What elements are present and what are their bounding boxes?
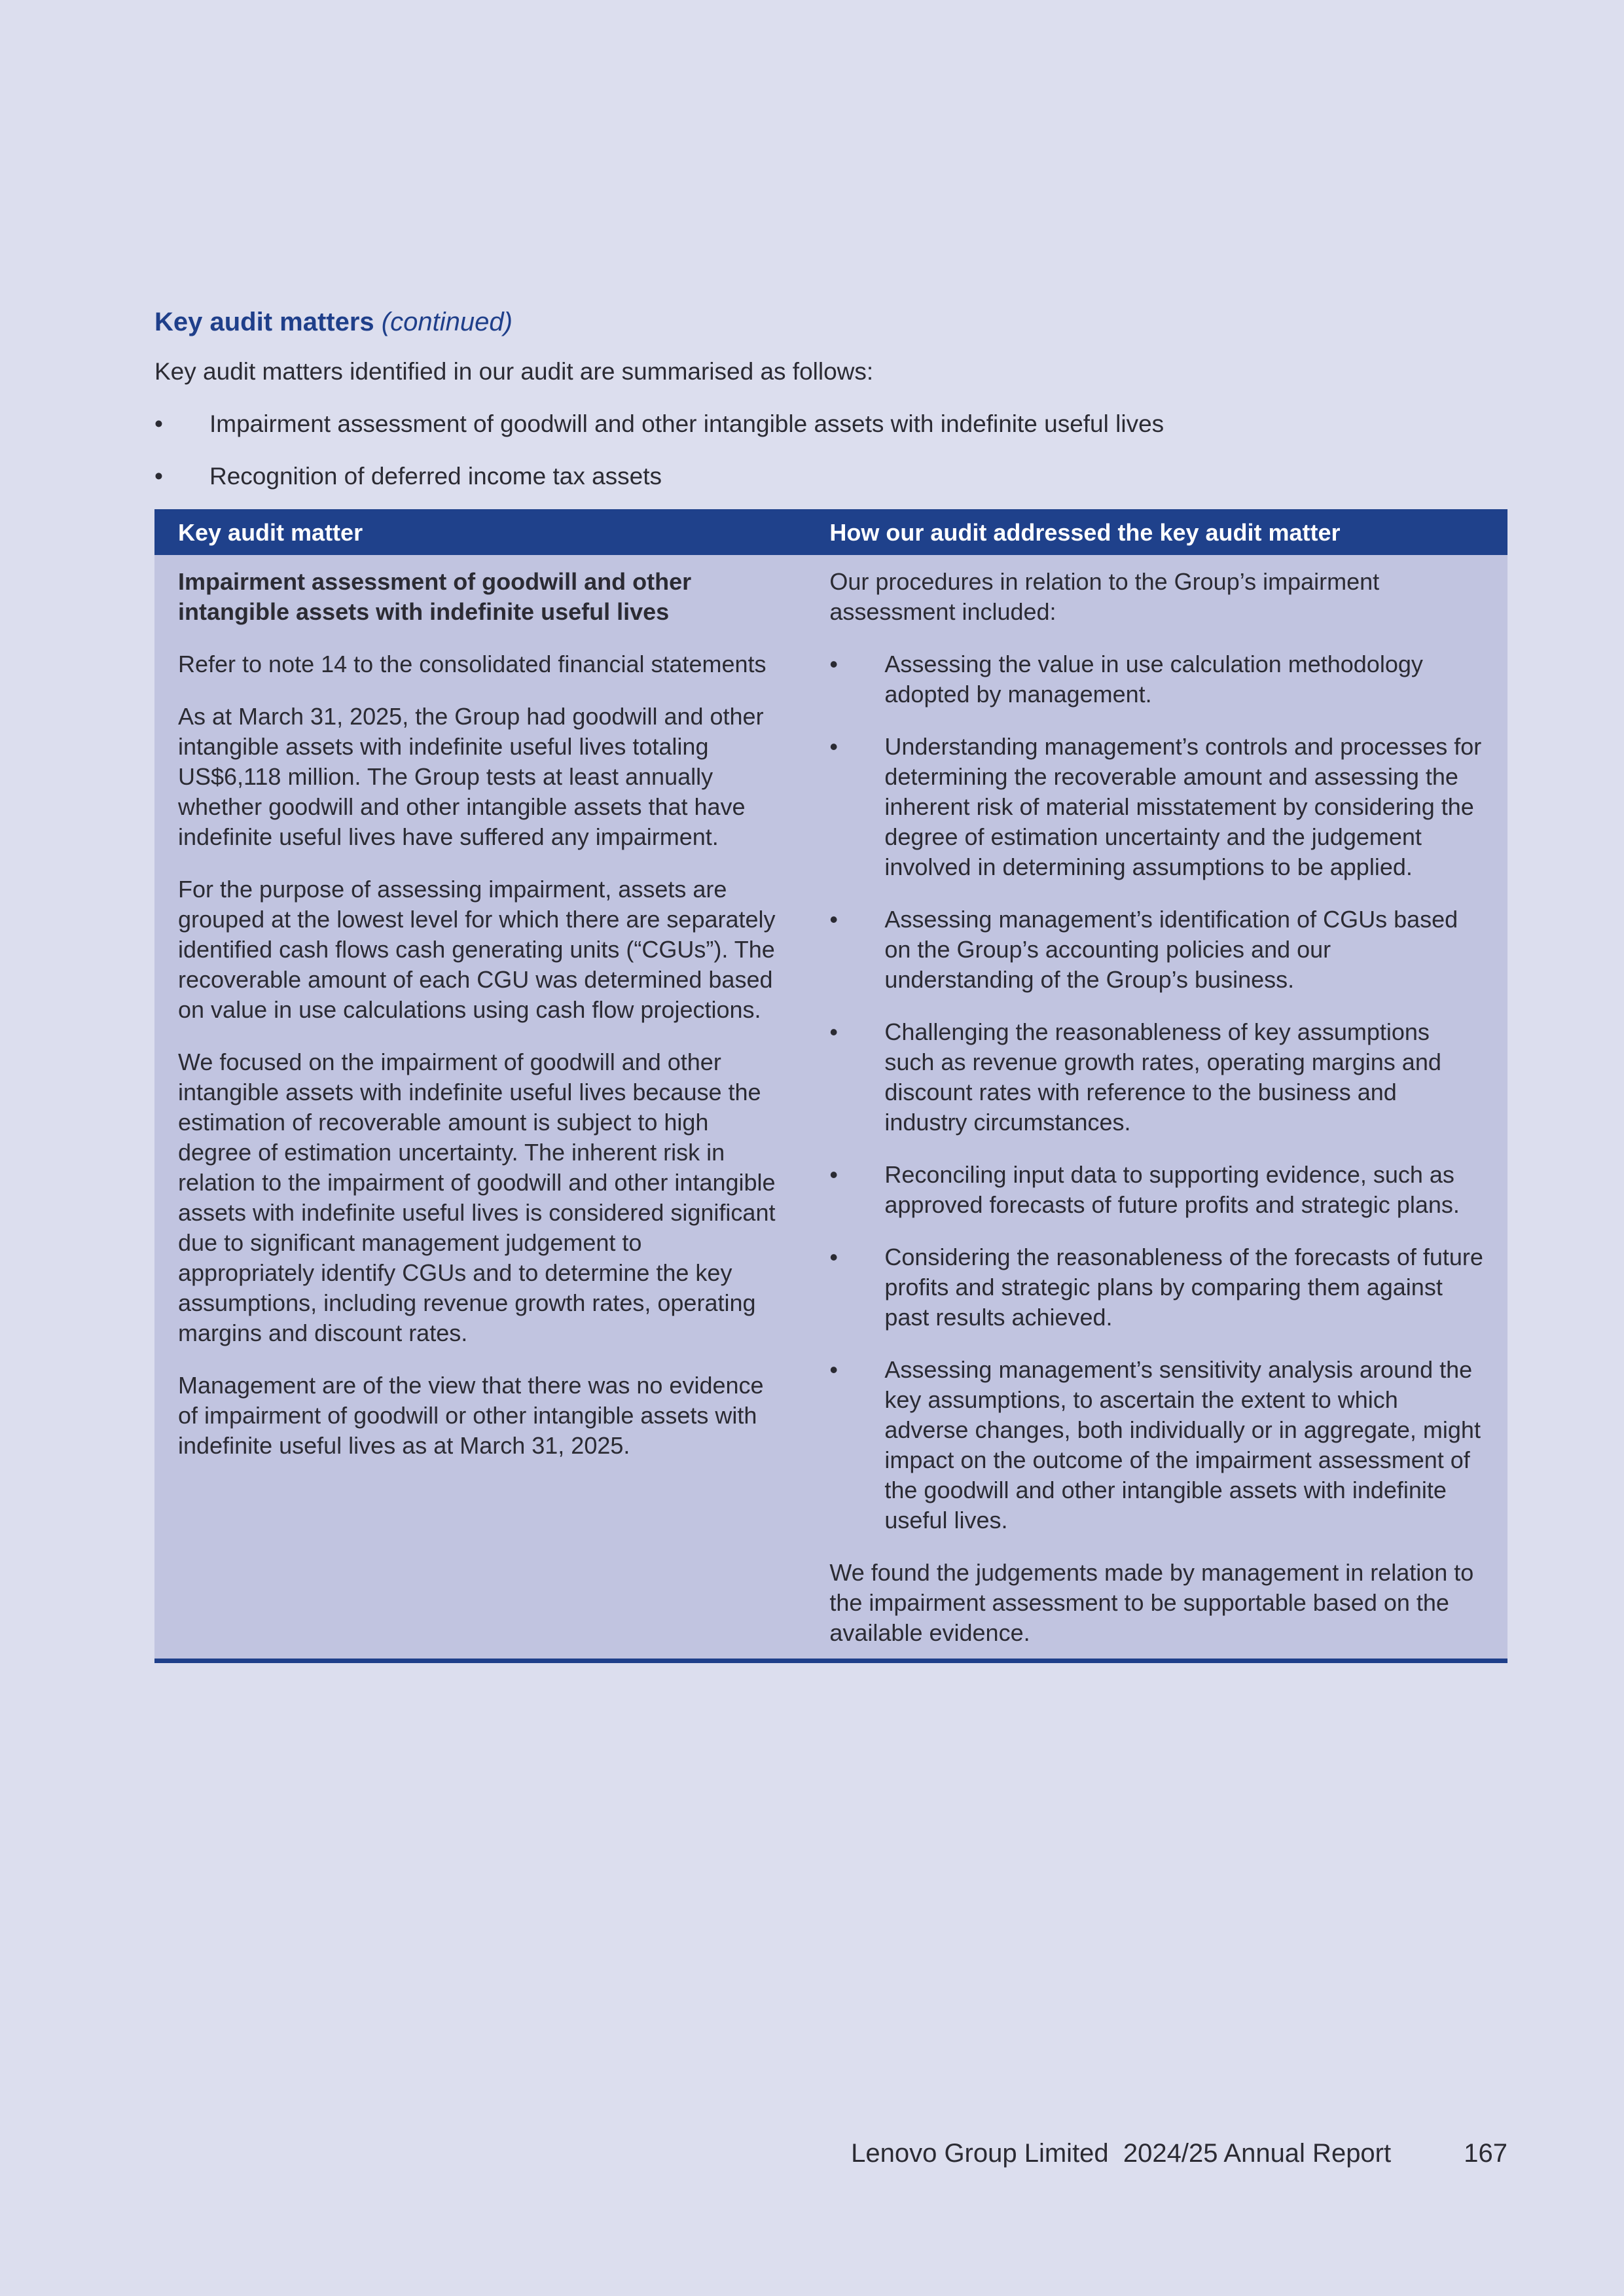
key-audit-matter-cell (154, 555, 806, 1661)
summary-item (154, 407, 1507, 441)
bullet-icon: • (154, 463, 163, 490)
procedure-item (829, 732, 1484, 882)
matter-paragraph: Management are of the view that there was no evidence of impairment of goodwill or other intangible assets with indefinite useful lives as at March 31, 2025. (178, 1372, 764, 1459)
section-heading-title: Key audit matters (154, 308, 374, 336)
report-page (154, 302, 1507, 1663)
bullet-icon: • (829, 1244, 838, 1270)
bullet-icon: • (829, 1161, 838, 1188)
footer-report-title: Lenovo Group Limited 2024/25 Annual Report (851, 2139, 1392, 2168)
summary-item-text: Recognition of deferred income tax assets (209, 463, 662, 490)
key-audit-matters-table (154, 509, 1507, 1663)
bullet-icon: • (154, 410, 163, 437)
procedure-text: Assessing management’s sensitivity analysis around the key assumptions, to ascertain the extent to which adverse changes, both individually or in aggregate, might impact on the outcome of the impairment assessment of the goodwill and other intangible assets with indefinite useful lives. (884, 1356, 1481, 1534)
table-header-row (154, 509, 1507, 555)
procedure-item (829, 649, 1484, 709)
procedure-text: Challenging the reasonableness of key assumptions such as revenue growth rates, operating margins and discount rates with reference to the business and industry circumstances. (884, 1018, 1441, 1136)
matter-paragraph: For the purpose of assessing impairment, assets are grouped at the lowest level for which there are separately identified cash flows cash generating units (“CGUs”). The recoverable amount of each CGU was determined based on value in use calculations using cash flow projections. (178, 876, 776, 1023)
procedure-text: Assessing the value in use calculation methodology adopted by management. (884, 651, 1423, 708)
header-audit-response: How our audit addressed the key audit matter (806, 509, 1507, 555)
procedure-item (829, 1355, 1484, 1535)
intro-text: Key audit matters identified in our audit are summarised as follows: (154, 358, 874, 385)
page-footer (851, 2135, 1507, 2172)
audit-conclusion: We found the judgements made by management in relation to the impairment assessment to be supportable based on the available evidence. (829, 1559, 1474, 1646)
procedure-item (829, 1017, 1484, 1138)
bullet-icon: • (829, 906, 838, 933)
procedure-text: Reconciling input data to supporting evidence, such as approved forecasts of future profits and strategic plans. (884, 1161, 1460, 1218)
summary-list (154, 407, 1507, 493)
matter-paragraph: Refer to note 14 to the consolidated financial statements (178, 651, 767, 677)
audit-response-cell (806, 555, 1507, 1661)
section-heading-continued: (continued) (381, 308, 513, 336)
procedure-item (829, 905, 1484, 995)
page-number: 167 (1464, 2139, 1507, 2168)
summary-item (154, 459, 1507, 493)
procedure-text: Assessing management’s identification of CGUs based on the Group’s accounting policies and our understanding of the Group’s business. (884, 906, 1458, 993)
procedures-list (829, 649, 1484, 1535)
procedure-text: Understanding management’s controls and processes for determining the recoverable amount and assessing the inherent risk of material misstatement by considering the degree of estimation uncertainty and the judgement involved in determining assumptions to be applied. (884, 733, 1482, 880)
matter-paragraph: We focused on the impairment of goodwill and other intangible assets with indefinite useful lives because the estimation of recoverable amount is subject to high degree of estimation uncertainty. The inherent risk in relation to the impairment of goodwill and other intangible assets with indefinite useful lives is considered significant due to significant management judgement to appropriately identify CGUs and to determine the key assumptions, including revenue growth rates, operating margins and discount rates. (178, 1049, 776, 1346)
matter-title: Impairment assessment of goodwill and other intangible assets with indefinite useful lives (178, 568, 692, 625)
header-key-audit-matter: Key audit matter (154, 509, 806, 555)
bullet-icon: • (829, 651, 838, 677)
bullet-icon: • (829, 1018, 838, 1045)
procedure-text: Considering the reasonableness of the forecasts of future profits and strategic plans by comparing them against past results achieved. (884, 1244, 1483, 1331)
procedure-item (829, 1242, 1484, 1333)
procedures-intro: Our procedures in relation to the Group’s impairment assessment included: (829, 568, 1380, 625)
bullet-icon: • (829, 1356, 838, 1383)
table-row (154, 555, 1507, 1661)
summary-item-text: Impairment assessment of goodwill and other intangible assets with indefinite useful lives (209, 410, 1164, 437)
procedure-item (829, 1160, 1484, 1220)
section-heading (154, 302, 1507, 342)
matter-paragraph: As at March 31, 2025, the Group had goodwill and other intangible assets with indefinite useful lives totaling US$6,118 million. The Group tests at least annually whether goodwill and other intangible assets that have indefinite useful lives have suffered any impairment. (178, 703, 764, 850)
bullet-icon: • (829, 733, 838, 760)
